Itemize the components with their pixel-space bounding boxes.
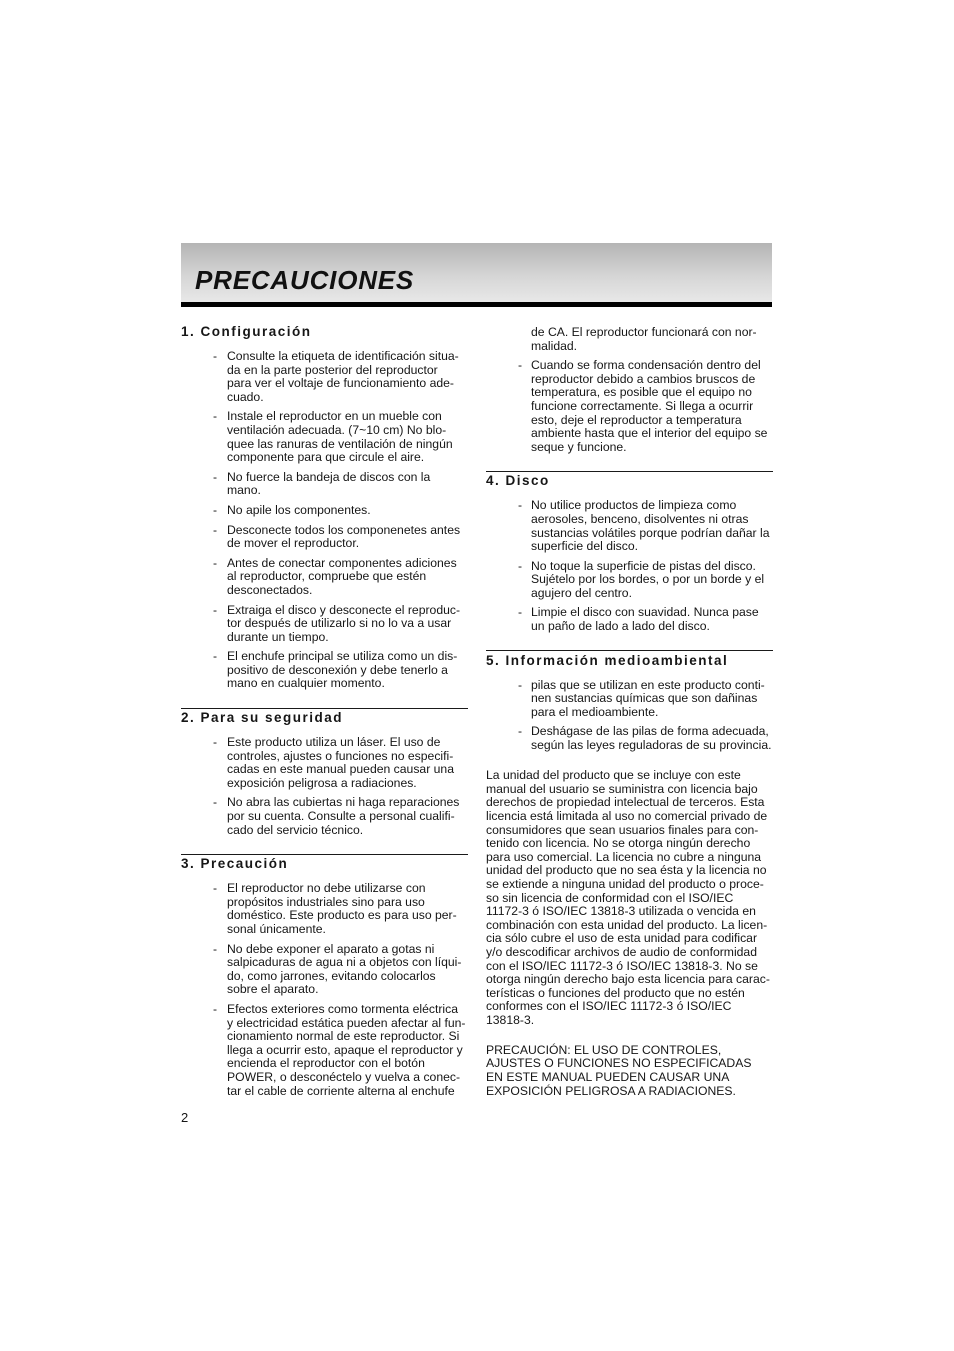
paragraph-line: tenido con licencia. No se otorga ningún derecho [486, 836, 751, 851]
paragraph-line: otorga ningún derecho bajo esta licencia para carac- [486, 972, 770, 987]
list-item-line: Este producto utiliza un láser. El uso de [227, 735, 441, 750]
list-item-line: cuado. [227, 389, 264, 404]
list-item-line: sonal únicamente. [227, 921, 326, 936]
list-dash: - [213, 735, 218, 750]
list-item-line: No fuerce la bandeja de discos con la [227, 469, 431, 484]
list-item-line: mano en cualquier momento. [227, 676, 385, 691]
list-dash: - [213, 409, 218, 424]
list-item-line: Efectos exteriores como tormenta eléctrica [227, 1001, 458, 1016]
list-item-line: al reproductor, compruebe que estén [227, 569, 427, 584]
list-dash: - [518, 605, 523, 620]
list-item-line: No abra las cubiertas ni haga reparaciones [227, 795, 460, 810]
list-item-line: tar el cable de corriente alterna al enchufe [227, 1083, 455, 1098]
list-item-line: positivo de desconexión y debe tenerlo a [227, 662, 448, 677]
list-item-line: controles, ajustes o funciones no especifi- [227, 748, 454, 763]
list-item-line: sobre el aparato. [227, 982, 319, 997]
list-item-line: cado del servicio técnico. [227, 822, 364, 837]
left-column [181, 324, 468, 1115]
list-dash: - [213, 881, 218, 896]
list-item [486, 359, 773, 454]
license-paragraph [486, 769, 773, 1027]
list-item-line: superficie del disco. [531, 539, 639, 554]
list-item [181, 943, 468, 997]
list-item-line: ambiente hasta que el interior del equipo se [531, 426, 768, 441]
list-item-line: propósitos industriales sino para uso [227, 894, 425, 909]
list-item-line: POWER, o desconéctelo y vuelva a conec- [227, 1069, 461, 1084]
title-banner [181, 243, 772, 307]
list-dash: - [518, 724, 523, 739]
list-item-line: agujero del centro. [531, 585, 632, 600]
list-item-line: sustancias volátiles porque podrían dañar la [531, 525, 770, 540]
warning-paragraph [486, 1044, 773, 1098]
list-item-line: para el medioambiente. [531, 704, 659, 719]
list-item [181, 557, 468, 598]
list-item-line: aerosoles, benceno, disolventes ni otras [531, 511, 749, 526]
list-item-line: tor después de utilizarlo si no lo va a usar [227, 616, 452, 631]
list-dash: - [213, 795, 218, 810]
list-item-line: para ver el voltaje de funcionamiento ade- [227, 376, 454, 391]
list-item-line: de mover el reproductor. [227, 536, 360, 551]
precaution-section [181, 708, 468, 838]
list-dash: - [213, 555, 218, 570]
list-item-line: Instale el reproductor en un mueble con [227, 409, 442, 424]
list-item [486, 725, 773, 752]
list-item-line: funcione correctamente. Si llega a ocurrir [531, 398, 754, 413]
list-dash: - [518, 358, 523, 373]
list-item-line: do, como jarrones, evitando colocarlos [227, 968, 436, 983]
list-item-line: por su cuenta. Consulte a personal cualifi- [227, 809, 455, 824]
list-dash: - [518, 677, 523, 692]
list-item [181, 882, 468, 936]
list-dash: - [213, 941, 218, 956]
list-item-line: quee las ranuras de ventilación de ningún [227, 436, 453, 451]
list-item-line: Antes de conectar componentes adiciones [227, 555, 457, 570]
list-item-line: seque y funcione. [531, 439, 627, 454]
list-item-line: malidad. [531, 338, 578, 353]
continued-section [486, 326, 773, 454]
list-item-line: cionamiento normal de este reproductor. Si [227, 1029, 460, 1044]
list-item [181, 736, 468, 790]
list-item [181, 410, 468, 464]
precaution-section [181, 324, 468, 691]
continued-list-item [486, 326, 773, 353]
list-dash: - [213, 469, 218, 484]
list-item-line: desconectados. [227, 582, 313, 597]
list-item-line: según las leyes reguladoras de su provincia. [531, 738, 772, 753]
list-item-line: nen sustancias químicas que son dañinas [531, 691, 758, 706]
section-heading: 1. Configuración [181, 324, 312, 339]
page-number: 2 [181, 1110, 189, 1125]
list-item [486, 606, 773, 633]
list-item [181, 471, 468, 498]
section-heading: 5. Información medioambiental [486, 652, 729, 668]
paragraph-line: consumidores que sean usuarios finales para con- [486, 822, 759, 837]
list-item [486, 560, 773, 601]
list-item-line: Cuando se forma condensación dentro del [531, 358, 761, 373]
list-item [181, 504, 468, 518]
list-item [181, 796, 468, 837]
section-heading: 4. Disco [486, 473, 550, 489]
list-item-line: Sujételo por los bordes, o por un borde y el [531, 572, 765, 587]
section-heading: 2. Para su seguridad [181, 710, 344, 726]
list-item-line: pilas que se utilizan en este producto conti- [531, 677, 765, 692]
page-title: PRECAUCIONES [195, 265, 415, 295]
paragraph-line: 11172-3 ó ISO/IEC 13818-3 utilizada o vencida en [486, 904, 756, 919]
list-item-line: Desconecte todos los componenetes antes [227, 522, 461, 537]
paragraph-line: EN ESTE MANUAL PUEDEN CAUSAR UNA [486, 1070, 730, 1085]
list-item-line: mano. [227, 483, 261, 498]
paragraph-line: 13818-3. [486, 1012, 535, 1027]
right-sections [486, 471, 773, 753]
list-item-line: Consulte la etiqueta de identificación situa- [227, 349, 459, 363]
precaution-section [181, 854, 468, 1098]
list-dash: - [518, 558, 523, 573]
list-dash: - [213, 502, 218, 517]
list-item-line: El enchufe principal se utiliza como un dis- [227, 649, 458, 664]
list-item-line: reproductor debido a cambios bruscos de [531, 371, 756, 386]
list-item-line: Extraiga el disco y desconecte el reproduc- [227, 602, 461, 617]
list-item-line: El reproductor no debe utilizarse con [227, 881, 426, 896]
list-item-line: No debe exponer el aparato a gotas ni [227, 941, 435, 956]
paragraph-line: so sin licencia de conformidad con el ISO/IEC [486, 890, 734, 905]
list-item [486, 499, 773, 553]
list-item-line: Deshágase de las pilas de forma adecuada, [531, 724, 769, 739]
list-item [181, 650, 468, 691]
paragraph-line: para uso comercial. La licencia no cubre a ninguna [486, 849, 762, 864]
right-column [486, 326, 773, 1098]
list-item-line: de CA. El reproductor funcionará con nor- [531, 325, 757, 339]
list-item-line: doméstico. Este producto es para uso per- [227, 908, 457, 923]
paragraph-line: y/o descodificar archivos de audio de conformidad [486, 944, 757, 959]
list-item-line: Limpie el disco con suavidad. Nunca pase [531, 605, 759, 620]
paragraph-line: EXPOSICIÓN PELIGROSA A RADIACIONES. [486, 1083, 736, 1098]
list-item-line: durante un tiempo. [227, 629, 329, 644]
list-item-line: cadas en este manual pueden causar una [227, 762, 454, 777]
section-heading: 3. Precaución [181, 856, 289, 872]
list-item [181, 604, 468, 645]
list-item-line: No utilice productos de limpieza como [531, 498, 737, 513]
paragraph-line: manual del usuario se suministra con licencia bajo [486, 781, 758, 796]
precaution-section [486, 650, 773, 752]
list-dash: - [213, 522, 218, 537]
paragraph-line: terísticas o funciones del producto que no estén [486, 985, 745, 1000]
list-item-line: da en la parte posterior del reproductor [227, 362, 438, 377]
list-dash: - [213, 349, 218, 363]
paragraph-line: cia sólo cubre el uso de esta unidad para codificar [486, 931, 757, 946]
paragraph-line: unidad del producto que no sea ésta y la licencia no [486, 863, 767, 878]
paragraph-line: combinación con esta unidad del producto. La licen- [486, 917, 768, 932]
list-item-line: llega a ocurrir esto, apaque el reproductor y [227, 1042, 463, 1057]
list-item-line: temperatura, es posible que el equipo no [531, 385, 752, 400]
list-item [181, 524, 468, 551]
paragraph-line: licencia está limitada al uso no comercial privado de [486, 809, 768, 823]
list-dash: - [213, 602, 218, 617]
list-item-line: encienda el reproductor con el botón [227, 1056, 425, 1071]
list-item [181, 350, 468, 404]
paragraph-line: conformes con el ISO/IEC 11172-3 ó ISO/IEC [486, 999, 732, 1014]
list-dash: - [518, 498, 523, 513]
list-item-line: exposición peligrosa a radiaciones. [227, 775, 417, 790]
paragraph-line: derechos de propiedad intelectual de terceros. Esta [486, 795, 765, 810]
list-dash: - [213, 1001, 218, 1016]
list-item-line: componente para que circule el aire. [227, 450, 425, 465]
list-item-line: No toque la superficie de pistas del disco. [531, 558, 756, 573]
list-item [486, 679, 773, 720]
list-item-line: salpicaduras de agua ni a objetos con líqui- [227, 955, 462, 970]
list-item [181, 1003, 468, 1098]
list-item-line: esto, deje el reproductor a temperatura [531, 412, 742, 427]
list-item-line: ventilación adecuada. (7~10 cm) No blo- [227, 422, 447, 437]
paragraph-line: se extiende a ninguna unidad del producto o proce- [486, 876, 764, 891]
paragraph-line: con el ISO/IEC 11172-3 ó ISO/IEC 13818-3. No se [486, 958, 758, 973]
paragraph-line: AJUSTES O FUNCIONES NO ESPECIFICADAS [486, 1056, 752, 1071]
precaution-section [486, 471, 773, 634]
list-item-line: un paño de lado a lado del disco. [531, 619, 710, 634]
list-item-line: y electricidad estática pueden afectar al fun- [227, 1015, 466, 1030]
list-item-line: No apile los componentes. [227, 502, 371, 517]
list-dash: - [213, 649, 218, 664]
paragraph-line: La unidad del producto que se incluye con este [486, 768, 741, 783]
paragraph-line: PRECAUCIÓN: EL USO DE CONTROLES, [486, 1042, 722, 1057]
